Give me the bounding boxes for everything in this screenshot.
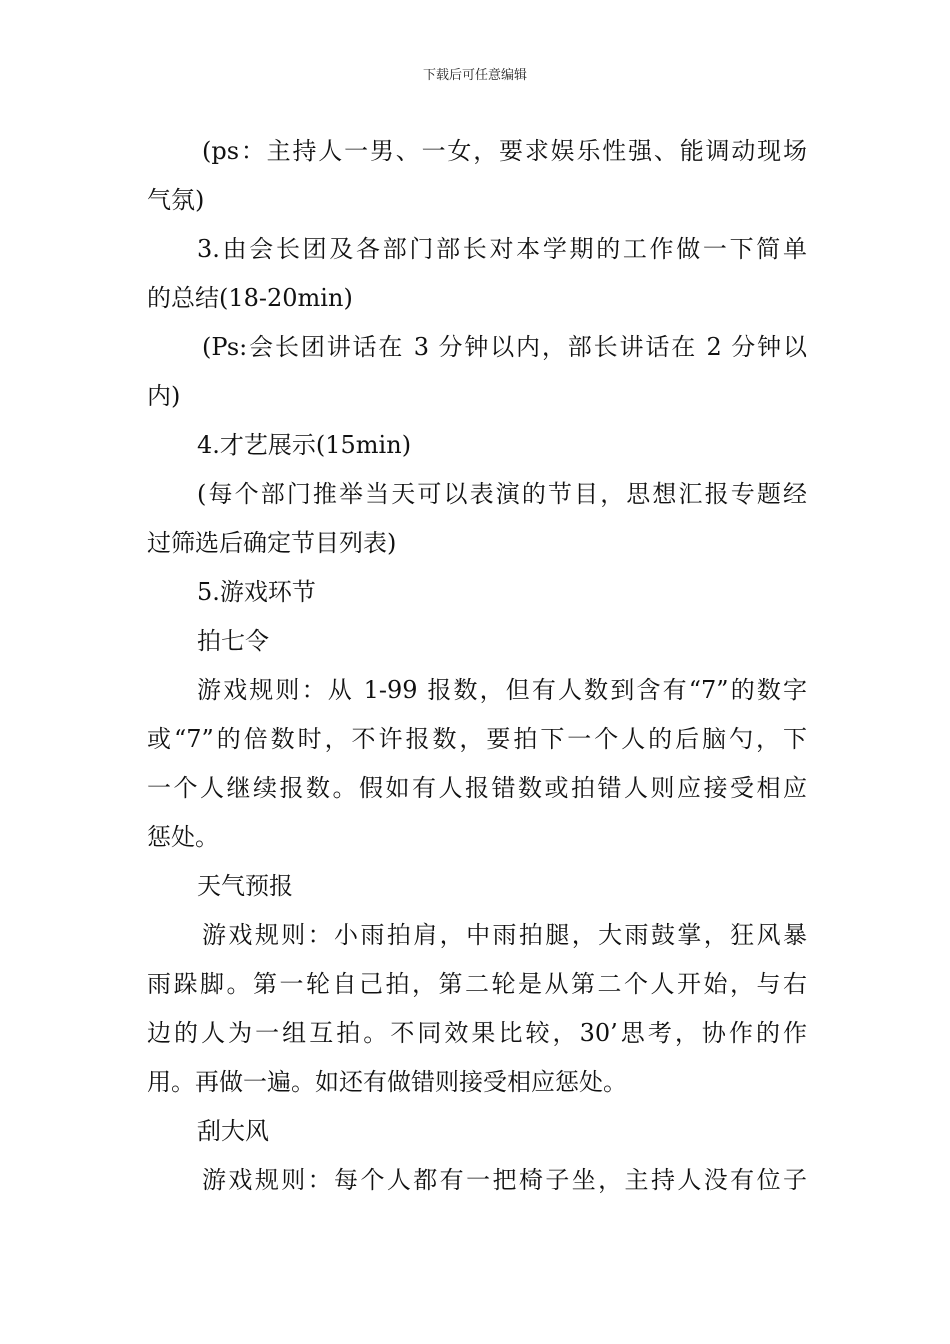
text-line: 气氛)	[147, 186, 205, 214]
text-line: 刮大风	[197, 1117, 269, 1145]
text-line: (ps：主持人一男、一女，要求娱乐性强、能调动现场	[202, 137, 807, 165]
text-line: 用。再做一遍。如还有做错则接受相应惩处。	[147, 1068, 627, 1096]
text-line: 过筛选后确定节目列表)	[147, 529, 397, 557]
text-line: 游戏规则：每个人都有一把椅子坐，主持人没有位子	[202, 1166, 807, 1194]
text-line: 5.游戏环节	[197, 578, 316, 606]
text-line: 4.才艺展示(15min)	[197, 431, 412, 459]
text-line: 内)	[147, 382, 181, 410]
text-line: (每个部门推举当天可以表演的节目，思想汇报专题经	[197, 480, 807, 508]
text-line: 游戏规则：小雨拍肩，中雨拍腿，大雨鼓掌，狂风暴	[202, 921, 807, 949]
text-line: 边的人为一组互拍。不同效果比较，30’思考，协作的作	[147, 1019, 807, 1047]
document-body	[147, 127, 807, 1205]
page-header: 下载后可任意编辑	[422, 68, 527, 83]
text-line: 的总结(18-20min)	[147, 284, 353, 312]
text-line: 雨跺脚。第一轮自己拍，第二轮是从第二个人开始，与右	[147, 970, 807, 998]
text-line: 一个人继续报数。假如有人报错数或拍错人则应接受相应	[147, 774, 807, 802]
text-line: 或“7”的倍数时，不许报数，要拍下一个人的后脑勺，下	[147, 725, 807, 753]
text-line: 游戏规则：从 1-99 报数，但有人数到含有“7”的数字	[197, 676, 807, 704]
text-line: 惩处。	[147, 823, 219, 851]
text-line: 天气预报	[197, 872, 293, 900]
text-line: (Ps:会长团讲话在 3 分钟以内，部长讲话在 2 分钟以	[202, 333, 807, 361]
text-line: 拍七令	[197, 627, 269, 655]
text-line: 3.由会长团及各部门部长对本学期的工作做一下简单	[197, 235, 807, 263]
